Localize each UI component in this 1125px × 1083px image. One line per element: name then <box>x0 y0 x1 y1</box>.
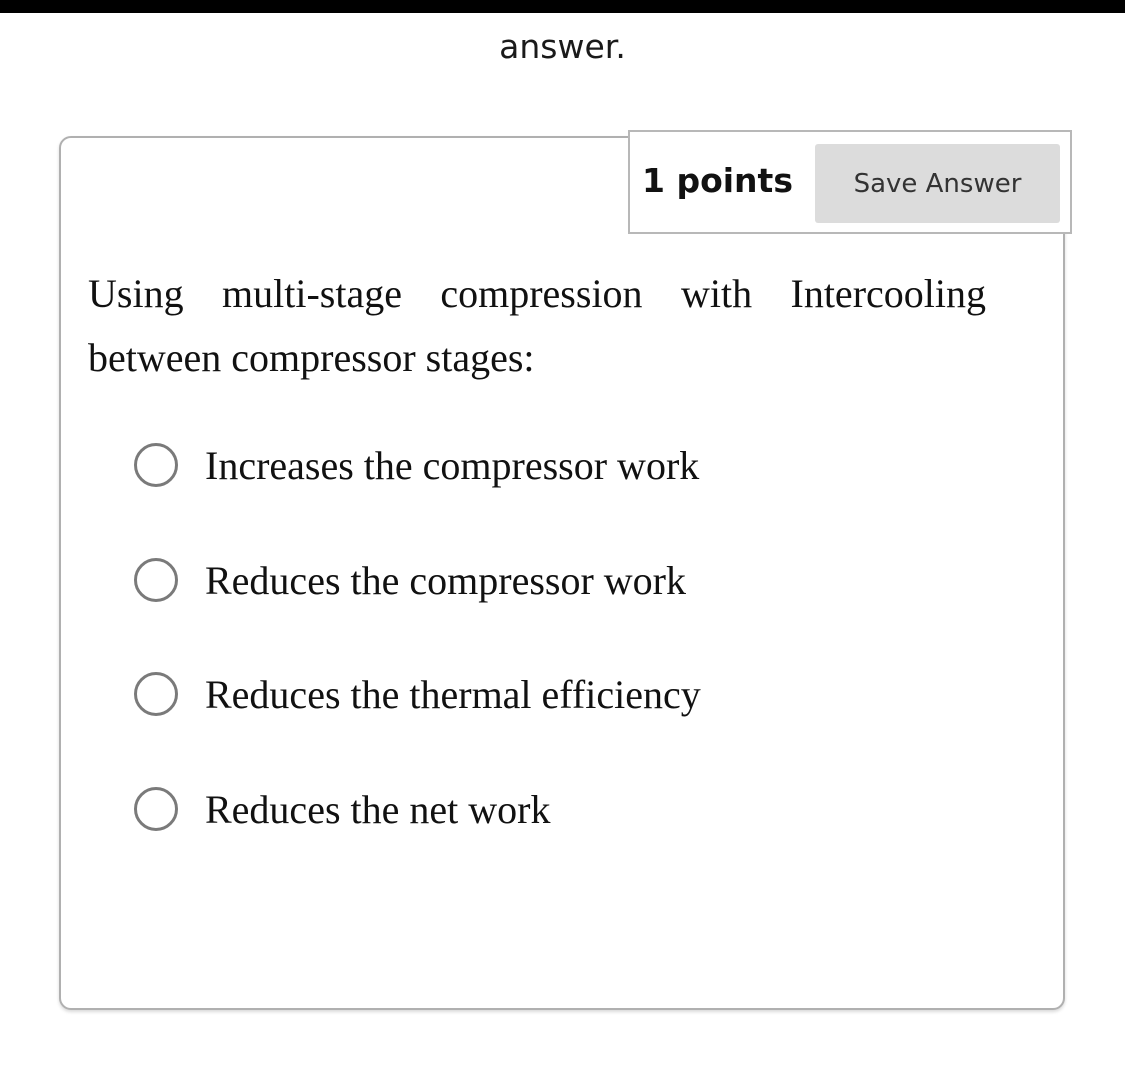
radio-button-icon[interactable] <box>134 787 178 831</box>
points-label: 1 points <box>642 161 793 200</box>
radio-button-icon[interactable] <box>134 672 178 716</box>
answer-option[interactable] <box>134 555 686 605</box>
answer-option-label[interactable]: Reduces the net work <box>205 786 551 832</box>
points-save-box <box>628 130 1072 234</box>
answer-option-label[interactable]: Increases the compressor work <box>205 442 700 488</box>
radio-button-icon[interactable] <box>134 558 178 602</box>
save-answer-button[interactable]: Save Answer <box>815 144 1060 223</box>
question-text: Using multi-stage compression with Intercooling between compressor stages: <box>88 271 986 380</box>
instruction-text: answer. <box>499 27 626 66</box>
answer-option[interactable] <box>134 440 699 490</box>
top-bar <box>0 0 1125 13</box>
answer-option-label[interactable]: Reduces the compressor work <box>205 557 686 603</box>
answer-option-label[interactable]: Reduces the thermal efficiency <box>205 671 701 717</box>
answer-option[interactable] <box>134 669 701 719</box>
answer-option[interactable] <box>134 784 550 834</box>
radio-button-icon[interactable] <box>134 443 178 487</box>
